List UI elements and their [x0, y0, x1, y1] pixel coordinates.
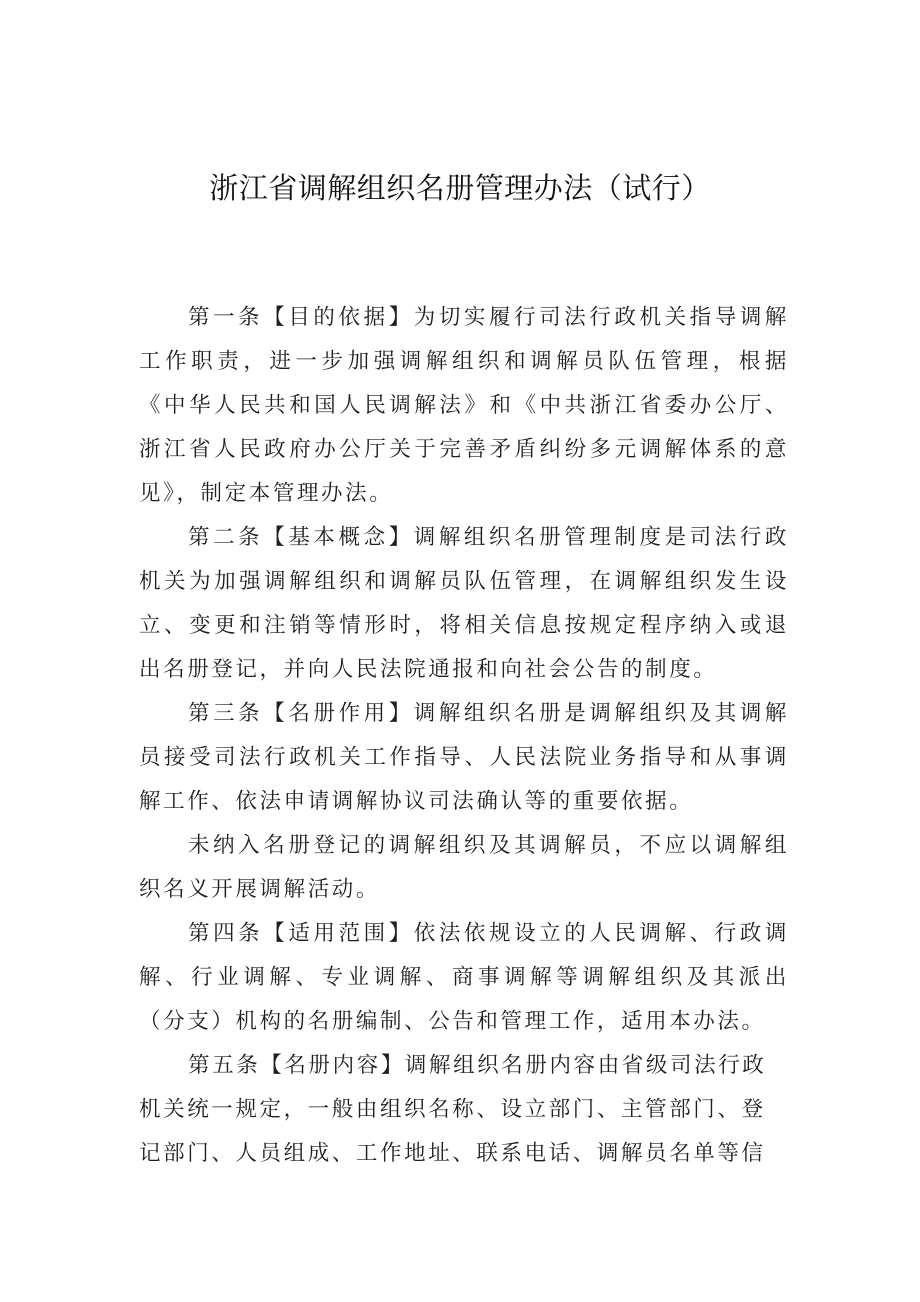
article-1	[139, 296, 789, 516]
article-2-text: 调解组织名册管理制度是司法行政机关为加强调解组织和调解员队伍管理，在调解组织发生设立、变更和注销等情形时，将相关信息按规定程序纳入或退出名册登记，并向人民法院通报和向社会公告的制度。	[139, 525, 789, 682]
document-body	[139, 296, 789, 1176]
article-3-continued-text: 未纳入名册登记的调解组织及其调解员，不应以调解组织名义开展调解活动。	[139, 833, 789, 902]
article-5	[139, 1044, 789, 1176]
article-3-text: 调解组织名册是调解组织及其调解员接受司法行政机关工作指导、人民法院业务指导和从事调解工作、依法申请调解协议司法确认等的重要依据。	[139, 701, 789, 814]
article-3-label: 第三条【名册作用】	[188, 701, 414, 726]
document-title: 浙江省调解组织名册管理办法（试行）	[209, 171, 711, 205]
article-2	[139, 516, 789, 692]
article-5-label: 第五条【名册内容】	[188, 1053, 405, 1078]
article-1-text: 为切实履行司法行政机关指导调解工作职责，进一步加强调解组织和调解员队伍管理，根据《中华人民共和国人民调解法》和《中共浙江省委办公厅、浙江省人民政府办公厅关于完善矛盾纠纷多元调解体系的意见》，制定本管理办法。	[139, 305, 789, 506]
article-5-text: 调解组织名册内容由省级司法行政机关统一规定，一般由组织名称、设立部门、主管部门、登记部门、人员组成、工作地址、联系电话、调解员名单等信	[139, 1053, 767, 1166]
article-3-continued	[139, 824, 789, 912]
article-2-label: 第二条【基本概念】	[188, 525, 414, 550]
article-4-label: 第四条【适用范围】	[188, 921, 414, 946]
article-4-text: 依法依规设立的人民调解、行政调解、行业调解、专业调解、商事调解等调解组织及其派出（分支）机构的名册编制、公告和管理工作，适用本办法。	[139, 921, 789, 1034]
article-3	[139, 692, 789, 824]
article-4	[139, 912, 789, 1044]
article-1-label: 第一条【目的依据】	[188, 305, 414, 330]
